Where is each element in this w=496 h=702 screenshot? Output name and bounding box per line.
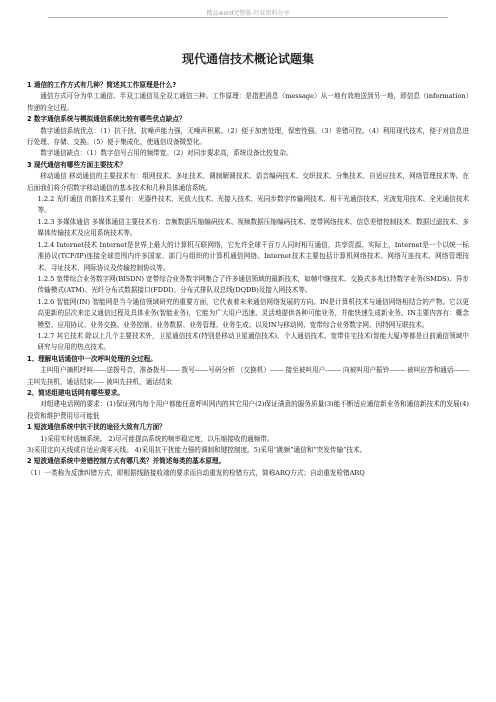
question-heading: 1 通信的工作方式有几种？简述其工作原理是什么?: [27, 81, 177, 89]
paragraph: 1.2.2 光纤通信 的新技术主要有：光器件技术、光放大技术、光接入技术、光同步数字传输网技术、相干光通信技术、光波复用技术、全光通信技术等。: [37, 195, 469, 215]
paragraph: 1.2.3 多媒体通信 多媒体通信主要技术有：音频数据压缩编码技术、视频数据压缩编码技术、宽带网络技术、信息差错控制技术、数据过滤技术、多媒体传输技术及应用系统技术等。: [37, 217, 469, 238]
question-heading: 2 短波通信系统中差错控制方式有哪几类？并简述每类的基本原理。: [27, 457, 226, 466]
paragraph: 通信方式可分为单工通信、半双工通信及全双工通信三种。工作原理：是指把消息（message）从一地有效地送到另一地，即信息（information）传递的全过程。: [27, 92, 469, 112]
paragraph: 1.2.5 宽带综合业务数字网(BISDN) 宽带综合业务数字网集合了许多通信领域的最新技术，如帧中继技术、交换式多兆比特数字业务(SMDS)、异步传输模式(ATM)、光纤分布式数据接口(FDDI)、分布式排队双总线(DQDB)及接入网技术等。: [37, 274, 469, 295]
page-header: 精品word完整版-行业资料分享: [206, 10, 290, 17]
document-body: [27, 80, 469, 479]
document-title: 现代通信技术概论试题集: [181, 52, 314, 66]
paragraph: 1.2.7 其它技术 除以上几个主要技术外，卫星通信技术(特别是移动卫星通信技术)、个人通信技术、宽带住宅技术(智能大厦)等都是目前通信领域中研究与应用的热点技术。: [37, 331, 469, 352]
question-heading: 1、理解电话通信中一次呼叫处理的全过程。: [27, 354, 157, 363]
question-heading: 2 数字通信系统与模拟通信系统比较有哪些优点缺点？: [27, 115, 186, 124]
paragraph: 1.2.4 Internet技术 Internet是世界上最大的计算机互联网络，它允许全球千百万人同时相互通信，共享资源。实际上，Internet是一个以统一标准协议(TCP/IP)连接全球范围内许多国家、部门与组织的计算机通信网络。Internet技术主要包括计算机网络技术、网络互连技术、网络管理技术、寻址技术、网际协议及传输控制协议等。: [37, 240, 469, 272]
paragraph: 1)采用实时选频系统。 2)尽可能提高系统的频率稳定度，以压缩接收的通频带。: [40, 434, 274, 443]
paragraph: 数字通信系统优点：（1）抗干扰、抗噪声能力强，无噪声积累。（2）便于加密处理，保密性强。（3）差错可控。（4）利用现代技术，便于对信息进行处理、存储、交换。（5）便于集成化，使通信设备微型化。: [27, 126, 469, 147]
question-heading: 2、简述组建电话网有哪些要求。: [27, 388, 124, 397]
paragraph: 对组建电话网的要求：(1)保证网内每个用户都能任意呼叫网内的其它用户(2)保证满意的服务质量(3)能不断适应通信新业务和通信新技术的发展(4) 投资和维护费用尽可能低: [27, 400, 469, 420]
paragraph: （1）一类称为反馈纠错方式，即根据线路接收端的要求而自动重发的检错方式，简称ARQ方式；自动重发检错ARQ: [27, 468, 365, 477]
paragraph: 移动通信 移动通信的主要技术有：组网技术、多址技术、调制解调技术、语音编码技术、交织技术、分集技术、自适应技术，网络管理技术等。在后面我们将介绍数字移动通信的基本技术和几种具体通信系统。: [27, 172, 469, 192]
question-heading: 1 短波通信系统中抗干扰的途径大致有几方面？: [27, 423, 166, 432]
paragraph: 1.2.6 智能网(IN) 智能网是当今通信领域研究的重要方面，它代表着未来通信网络发展的方向。IN是计算机技术与通信网络相结合的产物。它以更高更新的层次来定义通信过程及具体业务(智能业务)，它能为广大用户迅速、灵活地提供各种可能业务，并能快速生成新业务。IN主要内容有：概念模型、应用协议、业务交换、业务控制、业务数据、业务管理、业务生成；以及IN与移动网、宽带综合业务数字网、因特网互联技术。: [37, 297, 469, 329]
paragraph: 主叫用户摘机呼叫------送拨号音，准备拨号------ 拨号------号码分析 （交换机）------ 接至被叫用户------- 向被叫用户振铃------- 被叫应答和通话------- 主叫先挂机，通话结束----- 被叫先挂机，通话结束: [27, 366, 469, 386]
paragraph: 3)采用定向天线或自适应调零天线。 4)采用抗干扰能力强的调制和键控制度。5)采用“跳频”通信和“突发传输”技术。: [27, 446, 367, 454]
header-rule: [48, 17, 448, 18]
question-heading: 3 现代通信有哪些方面主要技术？: [27, 160, 127, 169]
paragraph: 数字通信缺点：（1）数字信号占用的频带宽。（2）对同步要求高，系统设备比较复杂。: [40, 149, 293, 158]
